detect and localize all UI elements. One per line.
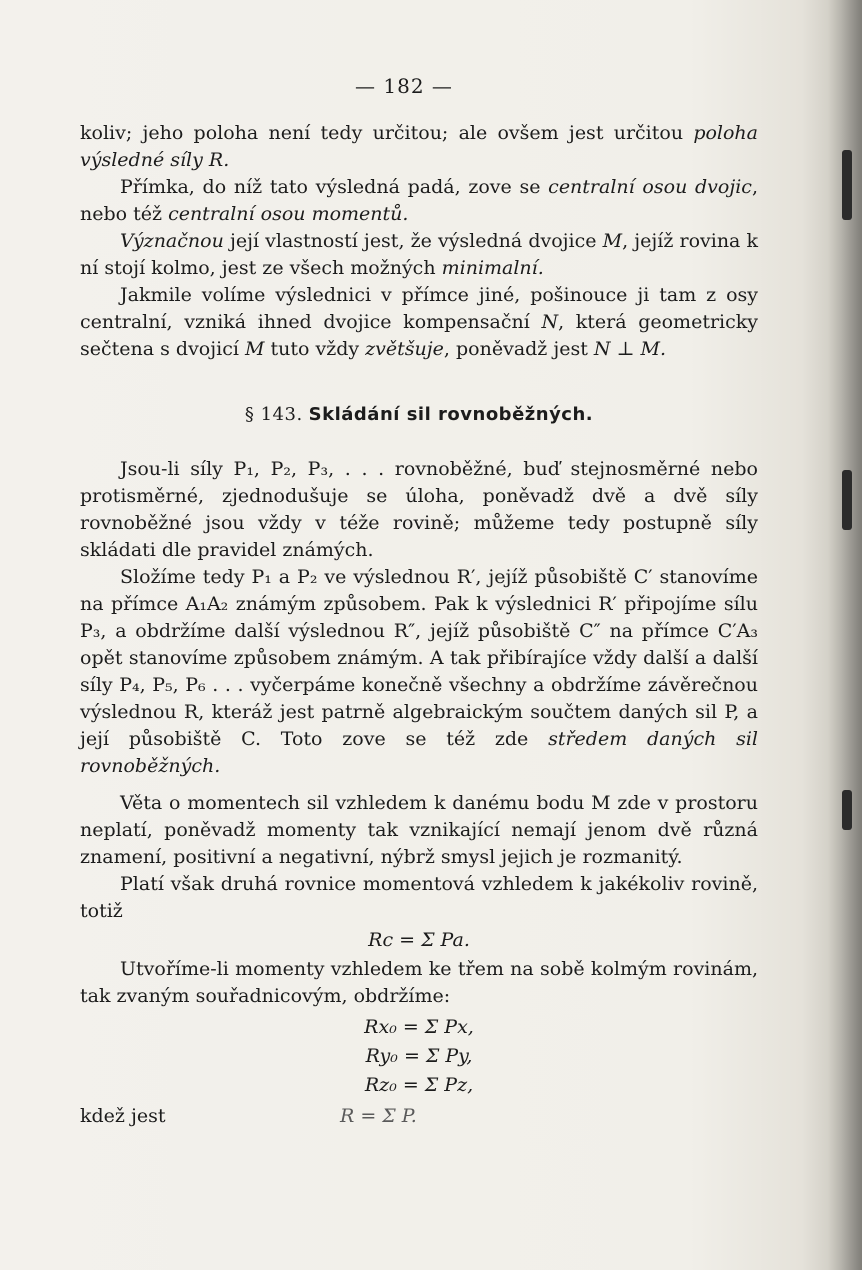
paragraph (80, 1103, 758, 1130)
text-run: koliv; jeho poloha není tedy určitou; ale ovšem jest určitou (80, 122, 694, 144)
paragraph (80, 564, 758, 780)
equation: Rz₀ = Σ Pz, (364, 1074, 474, 1096)
text-run-italic: M (602, 230, 623, 252)
text-run-italic: středem daných sil rovnoběžných. (80, 728, 758, 777)
text-run: tuto vždy (264, 338, 366, 360)
equation: Ry₀ = Σ Py, (365, 1045, 473, 1067)
text-run-italic: centralní osou dvojic (548, 176, 752, 198)
section-title: Skládání sil rovnoběžných. (308, 404, 594, 425)
paragraph (80, 282, 758, 363)
paragraph: Utvoříme-li momenty vzhledem ke třem na sobě kolmým rovinám, tak zvaným souřadnicovým, obdržíme: (80, 958, 758, 1007)
text-run: Složíme tedy P₁ a P₂ ve výslednou R′, jejíž působiště C′ stanovíme na přímce A₁A₂ známým způsobem. Pak k výslednici R′ připojíme sílu P₃, a obdržíme další výslednou R″, jejíž působiště C″ na přímce C′A₃ opět stanovíme způsobem známým. A tak přibírajíce vždy další a další síly P₄, P₅, P₆ . . . vyčerpáme konečně všechny a obdržíme závěrečnou výslednou R, kteráž jest patrně algebraickým součtem daných sil P, a její působiště C. Toto zove se též zde (80, 566, 758, 750)
text-run: , jejíž rovina k ní stojí kolmo, jest ze všech možných (80, 230, 759, 279)
binding-mark (842, 150, 852, 220)
section-heading (80, 401, 758, 428)
page-body (80, 120, 758, 1130)
paragraph: Platí však druhá rovnice momentová vzhledem k jakékoliv rovině, totiž (80, 873, 758, 922)
page-number: — 182 — (355, 74, 453, 98)
text-run-italic: N ⊥ M. (593, 338, 666, 360)
equation-group (80, 1014, 758, 1099)
text-run: , která geometricky sečtena s dvojicí (80, 311, 758, 360)
text-run-italic: Význačnou (120, 230, 224, 252)
section-number: § 143. (244, 404, 303, 425)
text-run: Přímka, do níž tato výsledná padá, zove se (120, 176, 549, 198)
paragraph (80, 120, 758, 174)
equation: Rx₀ = Σ Px, (364, 1016, 474, 1038)
text-run-italic: minimalní. (441, 257, 544, 279)
text-run: Jakmile volíme výslednici v přímce jiné, pošinouce ji tam z osy centralní, vzniká ihned dvojice kompensační (80, 284, 758, 333)
text-run-italic: centralní osou momentů. (168, 203, 409, 225)
text-run: kdež jest (80, 1105, 166, 1127)
paragraph: Jsou-li síly P₁, P₂, P₃, . . . rovnoběžné, buď stejnosměrné nebo protisměrné, zjednodušuje se úloha, poněvadž dvě a dvě síly rovnoběžné jsou vždy v téže rovině; můžeme tedy postupně síly skládati dle pravidel známých. (80, 458, 758, 561)
text-run-italic: M (244, 338, 265, 360)
text-run: , poněvadž jest (443, 338, 594, 360)
text-run: , nebo též (80, 176, 758, 225)
text-run-italic: N (541, 311, 559, 333)
equation: Rc = Σ Pa. (368, 929, 470, 951)
equation: R = Σ P. (340, 1105, 417, 1127)
paragraph: Věta o momentech sil vzhledem k danému bodu M zde v prostoru neplatí, poněvadž momenty tak vznikající nemají jenom dvě různá znamení, positivní a negativní, nýbrž smysl jejich je rozmanitý. (80, 792, 758, 868)
text-run-italic: poloha výsledné síly R. (80, 122, 758, 171)
text-run: její vlastností jest, že výsledná dvojice (223, 230, 603, 252)
paragraph (80, 228, 758, 282)
binding-mark (842, 470, 852, 530)
text-run-italic: zvětšuje (365, 338, 444, 360)
paragraph (80, 174, 758, 228)
binding-mark (842, 790, 852, 830)
